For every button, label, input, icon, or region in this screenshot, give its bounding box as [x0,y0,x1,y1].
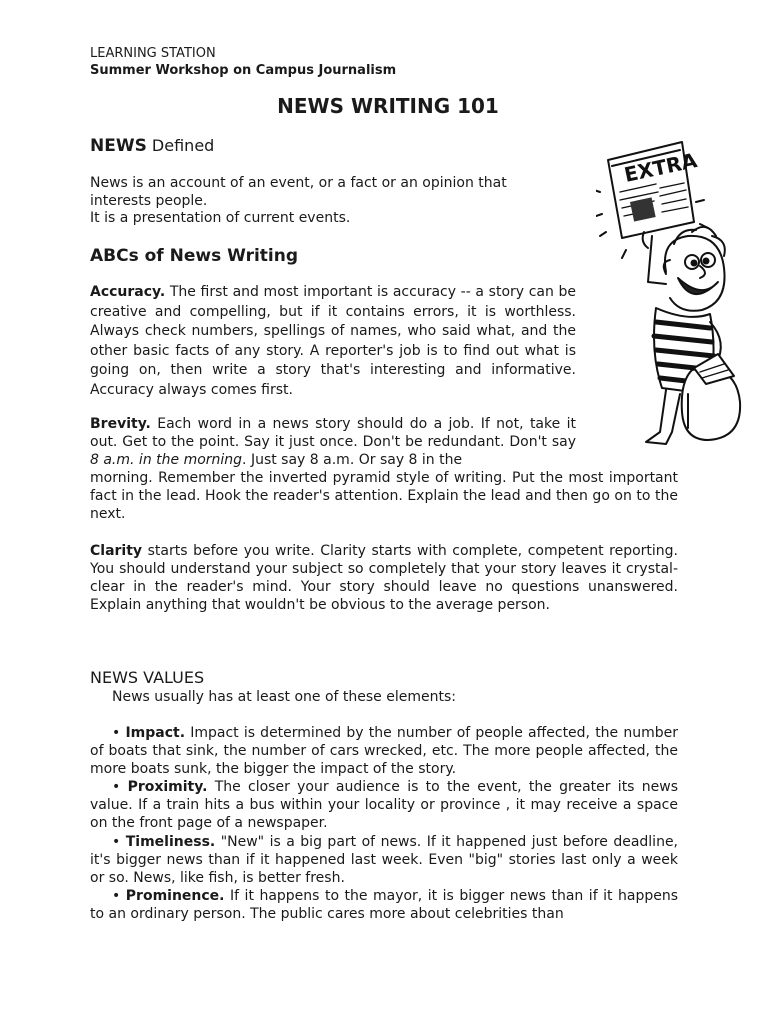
news-values-heading: NEWS VALUES [90,668,205,687]
accuracy-paragraph [90,283,576,401]
news-defined-bold: NEWS [90,136,147,156]
news-defined-rest: Defined [146,136,215,155]
news-value-label: Timeliness. [125,834,216,850]
news-value-label: Impact. [125,725,186,741]
news-definition-line-1: News is an account of an event, or a fact or an opinion that interests people. [90,175,507,209]
brevity-italic: 8 a.m. in the morning [90,452,243,468]
news-value-item [90,833,678,887]
brevity-paragraph-bottom: morning. Remember the inverted pyramid style of writing. Put the most important fact in the lead. Hook the reader's attention. Explain the lead and then go on to the next. [90,470,678,522]
news-value-text: Impact is determined by the number of people affected, the number of boats that sink, the number of cars wrecked, etc. The more people affected, the more boats sunk, the bigger the impact of the story. [90,725,678,777]
news-value-label: Prominence. [125,888,225,904]
clarity-text: starts before you write. Clarity starts with complete, competent reporting. You should understand your subject so completely that your story leaves it crystal-clear in the reader's mind. Your story should leave no questions unanswered. Explain anything that wouldn't be obvious to the average person. [90,543,678,613]
accuracy-label: Accuracy. [90,284,166,300]
news-value-text: "New" is a big part of news. If it happened just before deadline, it's bigger news than if it happened last week. Even "big" stories last only a week or so. News, like fish, is better fresh. [90,834,679,886]
news-value-item [90,778,678,832]
workshop-title: Summer Workshop on Campus Journalism [90,63,397,78]
news-value-item [90,887,678,923]
accuracy-text: The first and most important is accuracy -- a story can be creative and compelling, but if it contains errors, it is worthless. Always check numbers, spellings of names, who said what, and the other basic facts of any story. A reporter's job is to find out what is going on, then write a story that's interesting and informative. Accuracy always comes first. [90,284,576,398]
newspaper-masthead: EXTRA [622,148,700,187]
news-value-label: Proximity. [127,779,208,795]
clarity-paragraph [90,542,678,614]
learning-station-label: LEARNING STATION [90,46,216,61]
brevity-label: Brevity. [90,416,151,432]
news-values-intro: News usually has at least one of these elements: [112,689,456,705]
clarity-label: Clarity [90,543,143,559]
news-value-text: The closer your audience is to the event, the greater its news value. If a train hits a bus within your locality or province , it may receive a space on the front page of a newspaper. [90,779,678,831]
news-value-text: If it happens to the mayor, it is bigger news than if it happens to an ordinary person. The public cares more about celebrities than [90,888,679,922]
page-title: NEWS WRITING 101 [277,94,499,118]
news-definition-line-2: It is a presentation of current events. [90,210,351,226]
bullet: • [112,779,121,795]
bullet: • [112,888,121,904]
news-defined-heading [90,136,214,156]
bullet: • [112,834,121,850]
brevity-paragraph-top [90,415,576,469]
bullet: • [112,725,121,741]
newsboy-cartoon-icon [596,132,746,452]
news-value-item [90,724,678,778]
brevity-text-b: . Just say 8 a.m. Or say 8 in the [242,452,463,468]
abcs-heading: ABCs of News Writing [90,246,299,266]
brevity-text-a: Each word in a news story should do a job. If not, take it out. Get to the point. Say it just once. Don't be redundant. Don't say [90,416,576,450]
